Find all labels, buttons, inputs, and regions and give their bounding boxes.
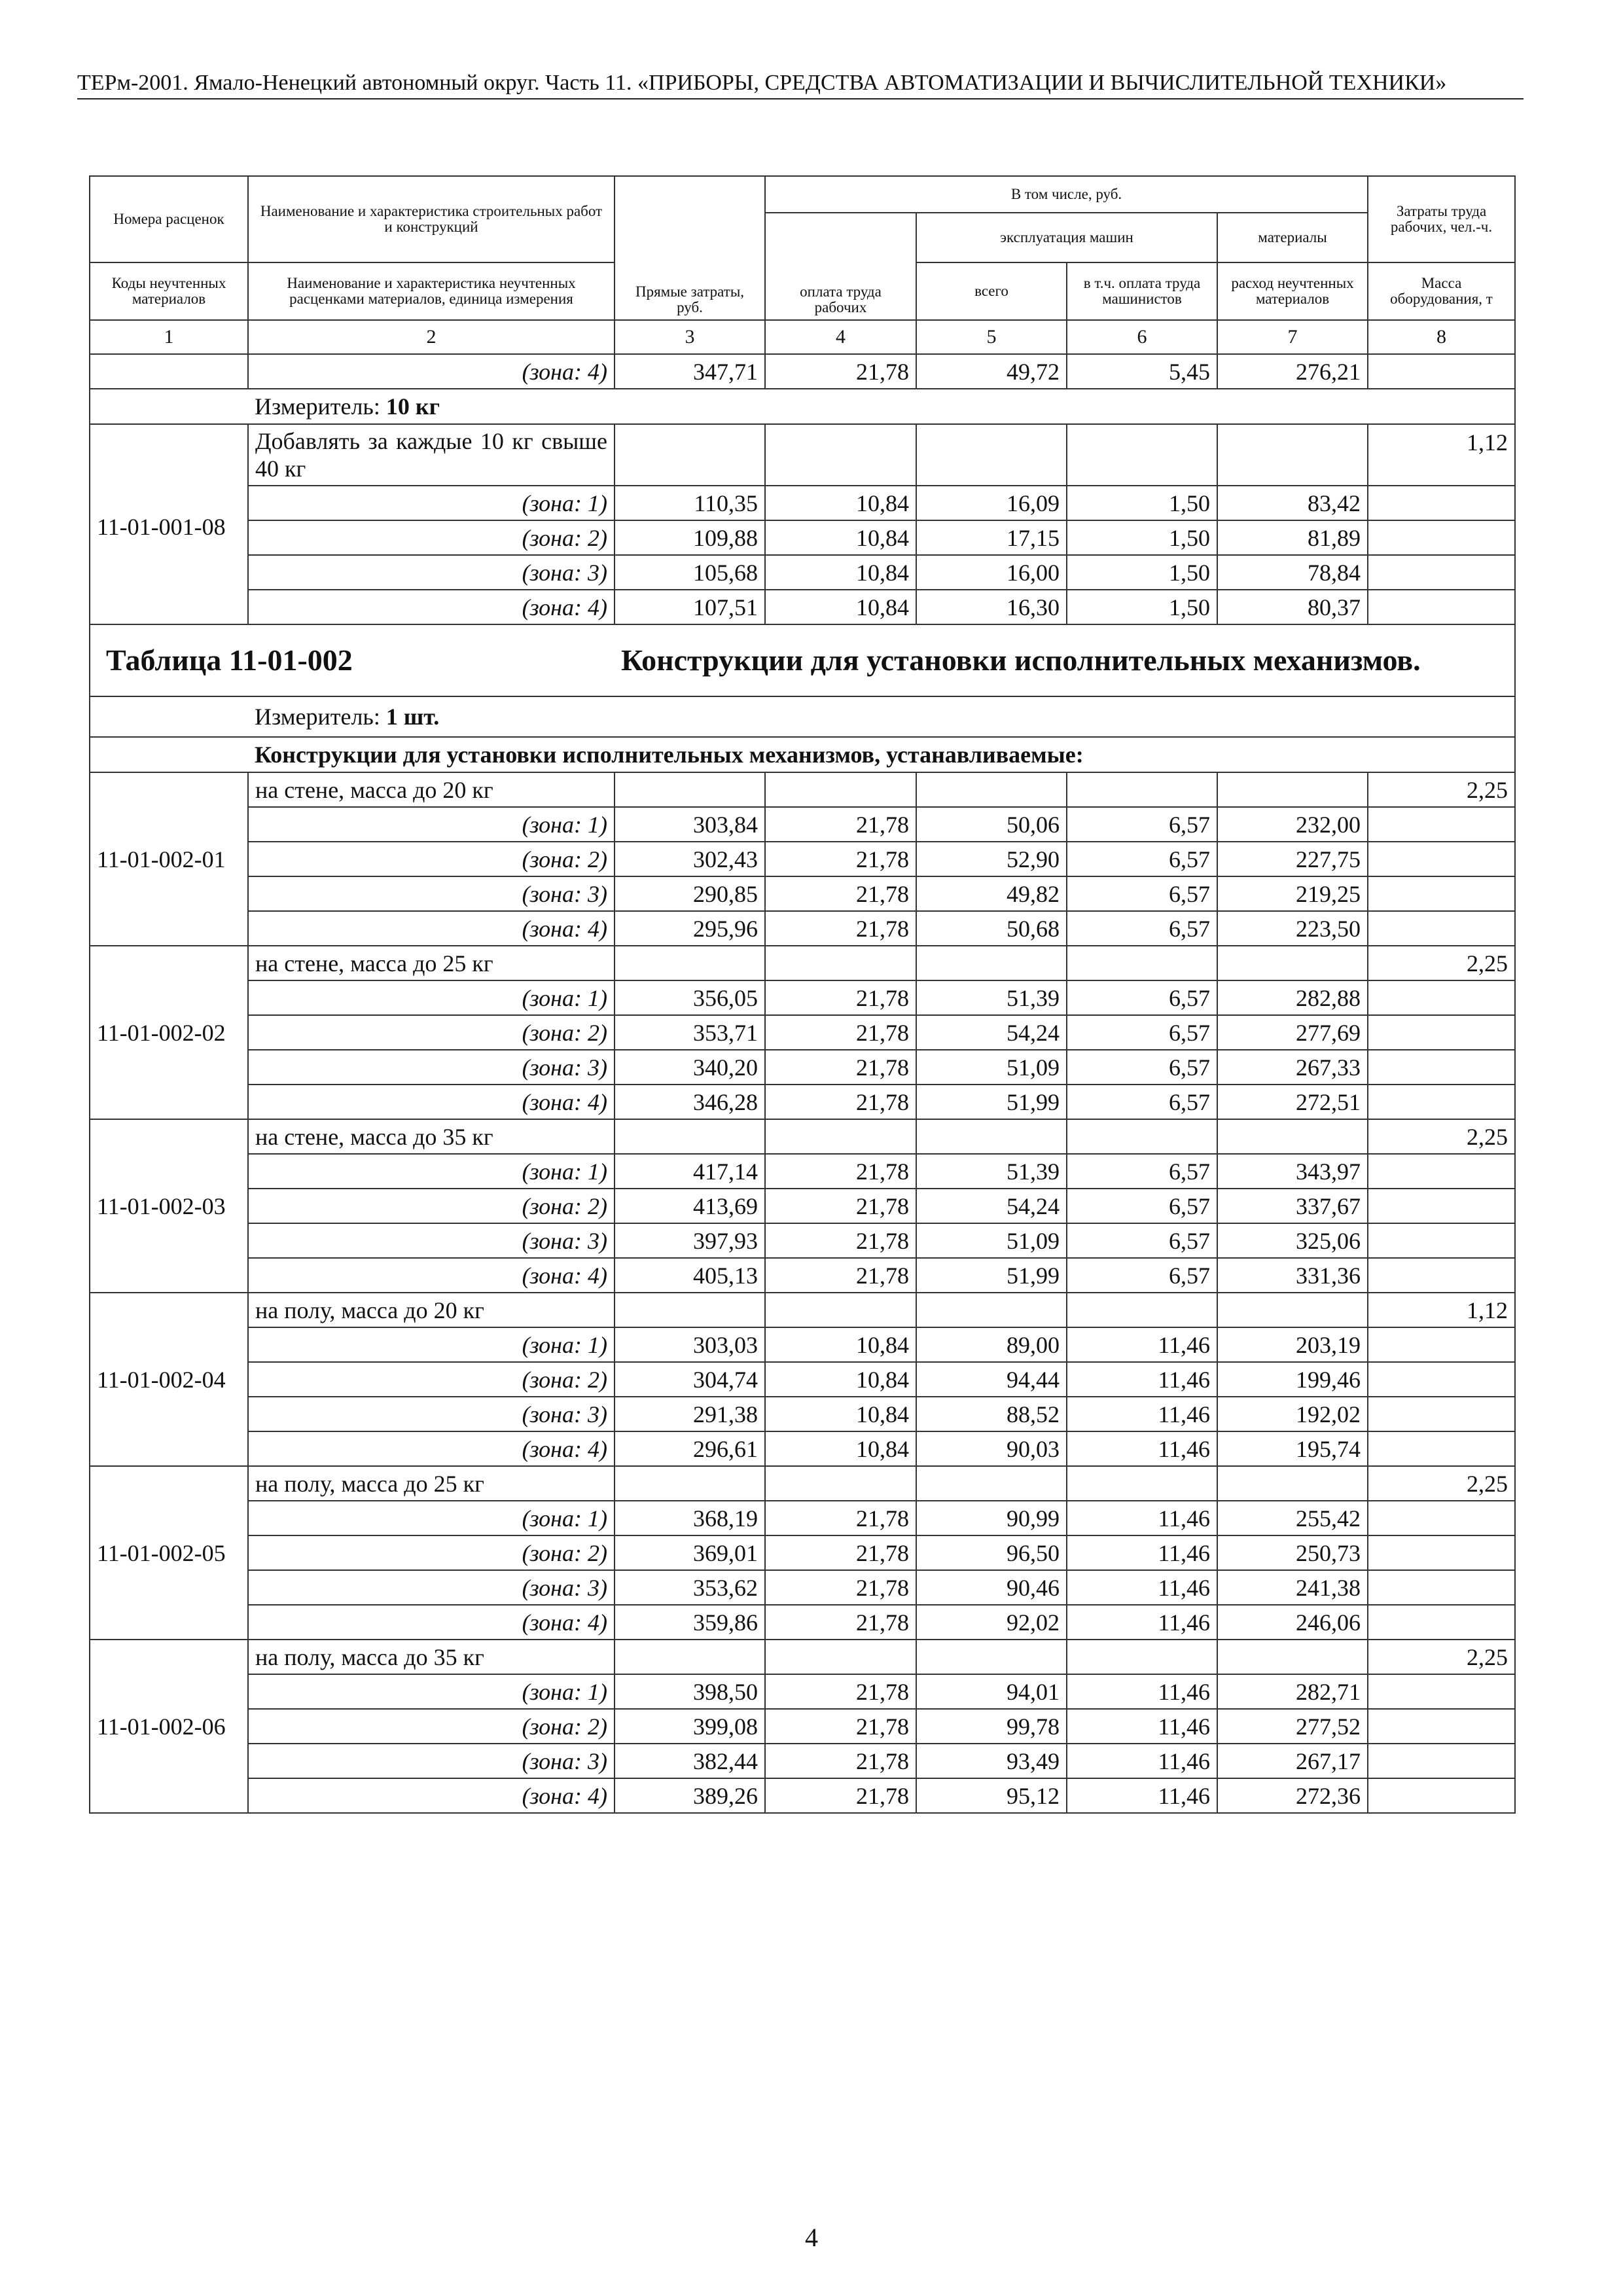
operator-pay: 11,46 — [1067, 1362, 1217, 1397]
header-direct-costs: Прямые затраты, руб. — [615, 176, 765, 320]
worker-pay: 21,78 — [765, 1605, 916, 1640]
item-row-08 — [90, 424, 1515, 486]
column-number: 6 — [1067, 320, 1217, 354]
zone-label: (зона: 1) — [248, 1501, 615, 1535]
materials-cost: 219,25 — [1217, 876, 1368, 911]
materials-cost: 343,97 — [1217, 1154, 1368, 1189]
worker-pay: 21,78 — [765, 1223, 916, 1258]
measure-unit: 1 шт. — [385, 704, 440, 730]
operator-pay: 6,57 — [1067, 807, 1217, 842]
machines-total: 96,50 — [916, 1535, 1067, 1570]
column-number: 4 — [765, 320, 916, 354]
zone-label: (зона: 1) — [248, 1154, 615, 1189]
materials-cost: 267,17 — [1217, 1744, 1368, 1778]
header-operator-pay: в т.ч. оплата труда машинистов — [1067, 262, 1217, 320]
table-label: Таблица 11-01-002 — [106, 643, 353, 677]
materials-cost: 83,42 — [1217, 486, 1368, 520]
rate-code: 11-01-002-03 — [90, 1119, 248, 1293]
document-header: ТЕРм-2001. Ямало-Ненецкий автономный округ. Часть 11. «ПРИБОРЫ, СРЕДСТВА АВТОМАТИЗАЦИИ И ВЫЧИСЛИТЕЛЬНОЙ ТЕХНИКИ» — [77, 71, 1524, 99]
column-number: 3 — [615, 320, 765, 354]
labor-costs: 2,25 — [1368, 1640, 1515, 1674]
materials-cost: 232,00 — [1217, 807, 1368, 842]
worker-pay: 21,78 — [765, 1570, 916, 1605]
measure-label: Измеритель: 10 кг — [248, 389, 1515, 424]
materials-cost: 203,19 — [1217, 1327, 1368, 1362]
header-machine-operation: эксплуатация машин — [916, 213, 1217, 262]
operator-pay: 6,57 — [1067, 1258, 1217, 1293]
operator-pay: 11,46 — [1067, 1397, 1217, 1431]
machines-total: 50,68 — [916, 911, 1067, 946]
measure-row — [90, 696, 1515, 737]
operator-pay: 1,50 — [1067, 555, 1217, 590]
materials-cost: 80,37 — [1217, 590, 1368, 624]
operator-pay: 1,50 — [1067, 520, 1217, 555]
section-subheading: Конструкции для установки исполнительных механизмов, устанавливаемые: — [248, 737, 1515, 772]
labor-costs: 2,25 — [1368, 772, 1515, 807]
machines-total: 51,39 — [916, 980, 1067, 1015]
machines-total: 54,24 — [916, 1189, 1067, 1223]
materials-cost: 241,38 — [1217, 1570, 1368, 1605]
zone-label: (зона: 3) — [248, 555, 615, 590]
direct-costs: 340,20 — [615, 1050, 765, 1085]
zone-row — [90, 555, 1515, 590]
measure-label: Измеритель: 1 шт. — [248, 696, 1515, 737]
direct-costs: 107,51 — [615, 590, 765, 624]
materials-cost: 195,74 — [1217, 1431, 1368, 1466]
worker-pay: 21,78 — [765, 1015, 916, 1050]
direct-costs: 413,69 — [615, 1189, 765, 1223]
zone-row — [90, 1674, 1515, 1709]
machines-total: 50,06 — [916, 807, 1067, 842]
zone-label: (зона: 1) — [248, 980, 615, 1015]
worker-pay: 10,84 — [765, 555, 916, 590]
operator-pay: 1,50 — [1067, 486, 1217, 520]
worker-pay: 10,84 — [765, 590, 916, 624]
worker-pay: 21,78 — [765, 1709, 916, 1744]
direct-costs: 303,84 — [615, 807, 765, 842]
header-labor-costs: Затраты труда рабочих, чел.-ч. — [1368, 176, 1515, 262]
labor-costs: 2,25 — [1368, 1466, 1515, 1501]
zone-row — [90, 486, 1515, 520]
page-number: 4 — [805, 2223, 818, 2252]
direct-costs: 353,71 — [615, 1015, 765, 1050]
zone-label: (зона: 3) — [248, 1570, 615, 1605]
zone-row — [90, 1709, 1515, 1744]
worker-pay: 21,78 — [765, 1778, 916, 1813]
zone-label: (зона: 3) — [248, 1397, 615, 1431]
measure-row — [90, 389, 1515, 424]
zone-row — [90, 1431, 1515, 1466]
operator-pay: 6,57 — [1067, 1223, 1217, 1258]
operator-pay: 11,46 — [1067, 1327, 1217, 1362]
labor-costs: 2,25 — [1368, 946, 1515, 980]
worker-pay: 21,78 — [765, 980, 916, 1015]
materials-cost: 282,88 — [1217, 980, 1368, 1015]
operator-pay: 6,57 — [1067, 876, 1217, 911]
zone-label: (зона: 3) — [248, 876, 615, 911]
rate-code: 11-01-002-05 — [90, 1466, 248, 1640]
header-equipment-mass: Масса оборудования, т — [1368, 262, 1515, 320]
rate-name: на полу, масса до 20 кг — [248, 1293, 615, 1327]
machines-total: 16,00 — [916, 555, 1067, 590]
operator-pay: 1,50 — [1067, 590, 1217, 624]
zone-label: (зона: 3) — [248, 1223, 615, 1258]
header-material-names: Наименование и характеристика неучтенных расценками материалов, единица измерения — [248, 262, 615, 320]
item-row — [90, 1293, 1515, 1327]
machines-total: 88,52 — [916, 1397, 1067, 1431]
direct-costs: 356,05 — [615, 980, 765, 1015]
operator-pay: 11,46 — [1067, 1778, 1217, 1813]
column-number: 1 — [90, 320, 248, 354]
worker-pay: 21,78 — [765, 1189, 916, 1223]
worker-pay: 21,78 — [765, 354, 916, 389]
subheading-row — [90, 737, 1515, 772]
column-number: 8 — [1368, 320, 1515, 354]
worker-pay: 10,84 — [765, 486, 916, 520]
machines-total: 54,24 — [916, 1015, 1067, 1050]
operator-pay: 6,57 — [1067, 1050, 1217, 1085]
zone-row — [90, 1778, 1515, 1813]
zone-row — [90, 1154, 1515, 1189]
worker-pay: 21,78 — [765, 1501, 916, 1535]
materials-cost: 272,51 — [1217, 1085, 1368, 1119]
worker-pay: 21,78 — [765, 842, 916, 876]
zone-row — [90, 842, 1515, 876]
machines-total: 49,72 — [916, 354, 1067, 389]
operator-pay: 6,57 — [1067, 1085, 1217, 1119]
materials-cost: 276,21 — [1217, 354, 1368, 389]
column-number: 2 — [248, 320, 615, 354]
direct-costs: 398,50 — [615, 1674, 765, 1709]
rate-name: на полу, масса до 35 кг — [248, 1640, 615, 1674]
zone-label: (зона: 1) — [248, 1327, 615, 1362]
labor-costs: 2,25 — [1368, 1119, 1515, 1154]
materials-cost: 282,71 — [1217, 1674, 1368, 1709]
worker-pay: 10,84 — [765, 1327, 916, 1362]
zone-label: (зона: 1) — [248, 807, 615, 842]
machines-total: 51,09 — [916, 1050, 1067, 1085]
direct-costs: 302,43 — [615, 842, 765, 876]
machines-total: 89,00 — [916, 1327, 1067, 1362]
rate-code: 11-01-002-04 — [90, 1293, 248, 1466]
materials-cost: 277,52 — [1217, 1709, 1368, 1744]
worker-pay: 21,78 — [765, 1258, 916, 1293]
zone-row — [90, 1605, 1515, 1640]
header-worker-pay: оплата труда рабочих — [765, 213, 916, 320]
materials-cost: 199,46 — [1217, 1362, 1368, 1397]
operator-pay: 11,46 — [1067, 1501, 1217, 1535]
zone-row — [90, 1258, 1515, 1293]
zone-label: (зона: 4) — [248, 1258, 615, 1293]
worker-pay: 21,78 — [765, 1674, 916, 1709]
machines-total: 92,02 — [916, 1605, 1067, 1640]
zone-label: (зона: 3) — [248, 1050, 615, 1085]
materials-cost: 81,89 — [1217, 520, 1368, 555]
direct-costs: 399,08 — [615, 1709, 765, 1744]
zone-label: (зона: 4) — [248, 1431, 615, 1466]
worker-pay: 21,78 — [765, 1744, 916, 1778]
materials-cost: 277,69 — [1217, 1015, 1368, 1050]
header-including: В том числе, руб. — [765, 176, 1368, 213]
materials-cost: 331,36 — [1217, 1258, 1368, 1293]
direct-costs: 382,44 — [615, 1744, 765, 1778]
worker-pay: 10,84 — [765, 1362, 916, 1397]
direct-costs: 417,14 — [615, 1154, 765, 1189]
operator-pay: 11,46 — [1067, 1709, 1217, 1744]
header-material-usage: расход неучтенных материалов — [1217, 262, 1368, 320]
operator-pay: 6,57 — [1067, 842, 1217, 876]
zone-row — [90, 1570, 1515, 1605]
labor-costs: 1,12 — [1368, 1293, 1515, 1327]
zone-label: (зона: 2) — [248, 1189, 615, 1223]
zone-label: (зона: 1) — [248, 1674, 615, 1709]
direct-costs: 291,38 — [615, 1397, 765, 1431]
zone-label: (зона: 2) — [248, 1535, 615, 1570]
direct-costs: 389,26 — [615, 1778, 765, 1813]
zone-label: (зона: 2) — [248, 1709, 615, 1744]
column-number: 5 — [916, 320, 1067, 354]
direct-costs: 105,68 — [615, 555, 765, 590]
materials-cost: 250,73 — [1217, 1535, 1368, 1570]
zone-label: (зона: 4) — [248, 1605, 615, 1640]
operator-pay: 11,46 — [1067, 1431, 1217, 1466]
operator-pay: 11,46 — [1067, 1605, 1217, 1640]
rates-table — [89, 175, 1516, 1814]
zone-label: (зона: 2) — [248, 1015, 615, 1050]
zone-row — [90, 590, 1515, 624]
rate-name: Добавлять за каждые 10 кг свыше 40 кг — [248, 424, 615, 486]
materials-cost: 246,06 — [1217, 1605, 1368, 1640]
direct-costs: 304,74 — [615, 1362, 765, 1397]
zone-label: (зона: 1) — [248, 486, 615, 520]
zone-row — [90, 1223, 1515, 1258]
zone-row — [90, 1397, 1515, 1431]
rate-code: 11-01-002-06 — [90, 1640, 248, 1813]
worker-pay: 10,84 — [765, 1397, 916, 1431]
rate-name: на стене, масса до 25 кг — [248, 946, 615, 980]
labor-costs: 1,12 — [1368, 424, 1515, 486]
direct-costs: 290,85 — [615, 876, 765, 911]
zone-label: (зона: 4) — [248, 1085, 615, 1119]
materials-cost: 255,42 — [1217, 1501, 1368, 1535]
zone-label: (зона: 4) — [248, 911, 615, 946]
machines-total: 17,15 — [916, 520, 1067, 555]
header-machines-total: всего — [916, 262, 1067, 320]
zone-row — [90, 876, 1515, 911]
machines-total: 51,39 — [916, 1154, 1067, 1189]
operator-pay: 11,46 — [1067, 1535, 1217, 1570]
item-row — [90, 1119, 1515, 1154]
zone-label: (зона: 2) — [248, 520, 615, 555]
direct-costs: 296,61 — [615, 1431, 765, 1466]
item-row — [90, 1466, 1515, 1501]
machines-total: 90,46 — [916, 1570, 1067, 1605]
direct-costs: 405,13 — [615, 1258, 765, 1293]
direct-costs: 110,35 — [615, 486, 765, 520]
materials-cost: 223,50 — [1217, 911, 1368, 946]
machines-total: 93,49 — [916, 1744, 1067, 1778]
worker-pay: 21,78 — [765, 807, 916, 842]
direct-costs: 109,88 — [615, 520, 765, 555]
machines-total: 16,09 — [916, 486, 1067, 520]
column-number: 7 — [1217, 320, 1368, 354]
zone-label: (зона: 4) — [248, 354, 615, 389]
zone-label: (зона: 2) — [248, 1362, 615, 1397]
machines-total: 94,44 — [916, 1362, 1067, 1397]
zone-row — [90, 911, 1515, 946]
header-materials: материалы — [1217, 213, 1368, 262]
operator-pay: 6,57 — [1067, 980, 1217, 1015]
worker-pay: 21,78 — [765, 876, 916, 911]
materials-cost: 192,02 — [1217, 1397, 1368, 1431]
zone-row — [90, 520, 1515, 555]
zone-label: (зона: 4) — [248, 1778, 615, 1813]
operator-pay: 6,57 — [1067, 1154, 1217, 1189]
operator-pay: 6,57 — [1067, 911, 1217, 946]
machines-total: 94,01 — [916, 1674, 1067, 1709]
machines-total: 51,99 — [916, 1085, 1067, 1119]
zone-row — [90, 1327, 1515, 1362]
rate-code: 11-01-001-08 — [90, 424, 248, 624]
header-rate-numbers: Номера расценок — [90, 176, 248, 262]
materials-cost: 78,84 — [1217, 555, 1368, 590]
zone-row — [90, 1535, 1515, 1570]
worker-pay: 21,78 — [765, 1050, 916, 1085]
header-material-codes: Коды неучтенных материалов — [90, 262, 248, 320]
operator-pay: 11,46 — [1067, 1744, 1217, 1778]
materials-cost: 227,75 — [1217, 842, 1368, 876]
rate-name: на полу, масса до 25 кг — [248, 1466, 615, 1501]
item-row — [90, 946, 1515, 980]
zone-row — [90, 807, 1515, 842]
direct-costs: 397,93 — [615, 1223, 765, 1258]
zone-label: (зона: 2) — [248, 842, 615, 876]
operator-pay: 6,57 — [1067, 1015, 1217, 1050]
zone-row — [90, 1744, 1515, 1778]
rate-name: на стене, масса до 35 кг — [248, 1119, 615, 1154]
machines-total: 95,12 — [916, 1778, 1067, 1813]
rate-name: на стене, масса до 20 кг — [248, 772, 615, 807]
direct-costs: 359,86 — [615, 1605, 765, 1640]
worker-pay: 21,78 — [765, 1535, 916, 1570]
machines-total: 99,78 — [916, 1709, 1067, 1744]
measure-unit: 10 кг — [385, 393, 440, 420]
direct-costs: 368,19 — [615, 1501, 765, 1535]
machines-total: 90,99 — [916, 1501, 1067, 1535]
zone-row — [90, 1362, 1515, 1397]
machines-total: 90,03 — [916, 1431, 1067, 1466]
materials-cost: 267,33 — [1217, 1050, 1368, 1085]
operator-pay: 6,57 — [1067, 1189, 1217, 1223]
item-row — [90, 772, 1515, 807]
zone-row — [90, 1189, 1515, 1223]
zone-row — [90, 1015, 1515, 1050]
machines-total: 16,30 — [916, 590, 1067, 624]
zone-row — [90, 1050, 1515, 1085]
direct-costs: 303,03 — [615, 1327, 765, 1362]
operator-pay: 11,46 — [1067, 1570, 1217, 1605]
carry-over-row — [90, 354, 1515, 389]
section-title-row — [90, 624, 1515, 696]
direct-costs: 369,01 — [615, 1535, 765, 1570]
direct-costs: 353,62 — [615, 1570, 765, 1605]
zone-row — [90, 1085, 1515, 1119]
machines-total: 51,09 — [916, 1223, 1067, 1258]
direct-costs: 346,28 — [615, 1085, 765, 1119]
operator-pay: 5,45 — [1067, 354, 1217, 389]
item-row — [90, 1640, 1515, 1674]
worker-pay: 10,84 — [765, 520, 916, 555]
header-work-name: Наименование и характеристика строительных работ и конструкций — [248, 176, 615, 262]
table-name: Конструкции для установки исполнительных механизмов. — [621, 643, 1421, 677]
direct-costs: 347,71 — [615, 354, 765, 389]
worker-pay: 21,78 — [765, 1154, 916, 1189]
machines-total: 52,90 — [916, 842, 1067, 876]
zone-row — [90, 980, 1515, 1015]
operator-pay: 11,46 — [1067, 1674, 1217, 1709]
materials-cost: 325,06 — [1217, 1223, 1368, 1258]
zone-row — [90, 1501, 1515, 1535]
zone-label: (зона: 3) — [248, 1744, 615, 1778]
rate-code: 11-01-002-01 — [90, 772, 248, 946]
materials-cost: 272,36 — [1217, 1778, 1368, 1813]
materials-cost: 337,67 — [1217, 1189, 1368, 1223]
worker-pay: 10,84 — [765, 1431, 916, 1466]
worker-pay: 21,78 — [765, 1085, 916, 1119]
zone-label: (зона: 4) — [248, 590, 615, 624]
machines-total: 51,99 — [916, 1258, 1067, 1293]
machines-total: 49,82 — [916, 876, 1067, 911]
direct-costs: 295,96 — [615, 911, 765, 946]
worker-pay: 21,78 — [765, 911, 916, 946]
rate-code: 11-01-002-02 — [90, 946, 248, 1119]
